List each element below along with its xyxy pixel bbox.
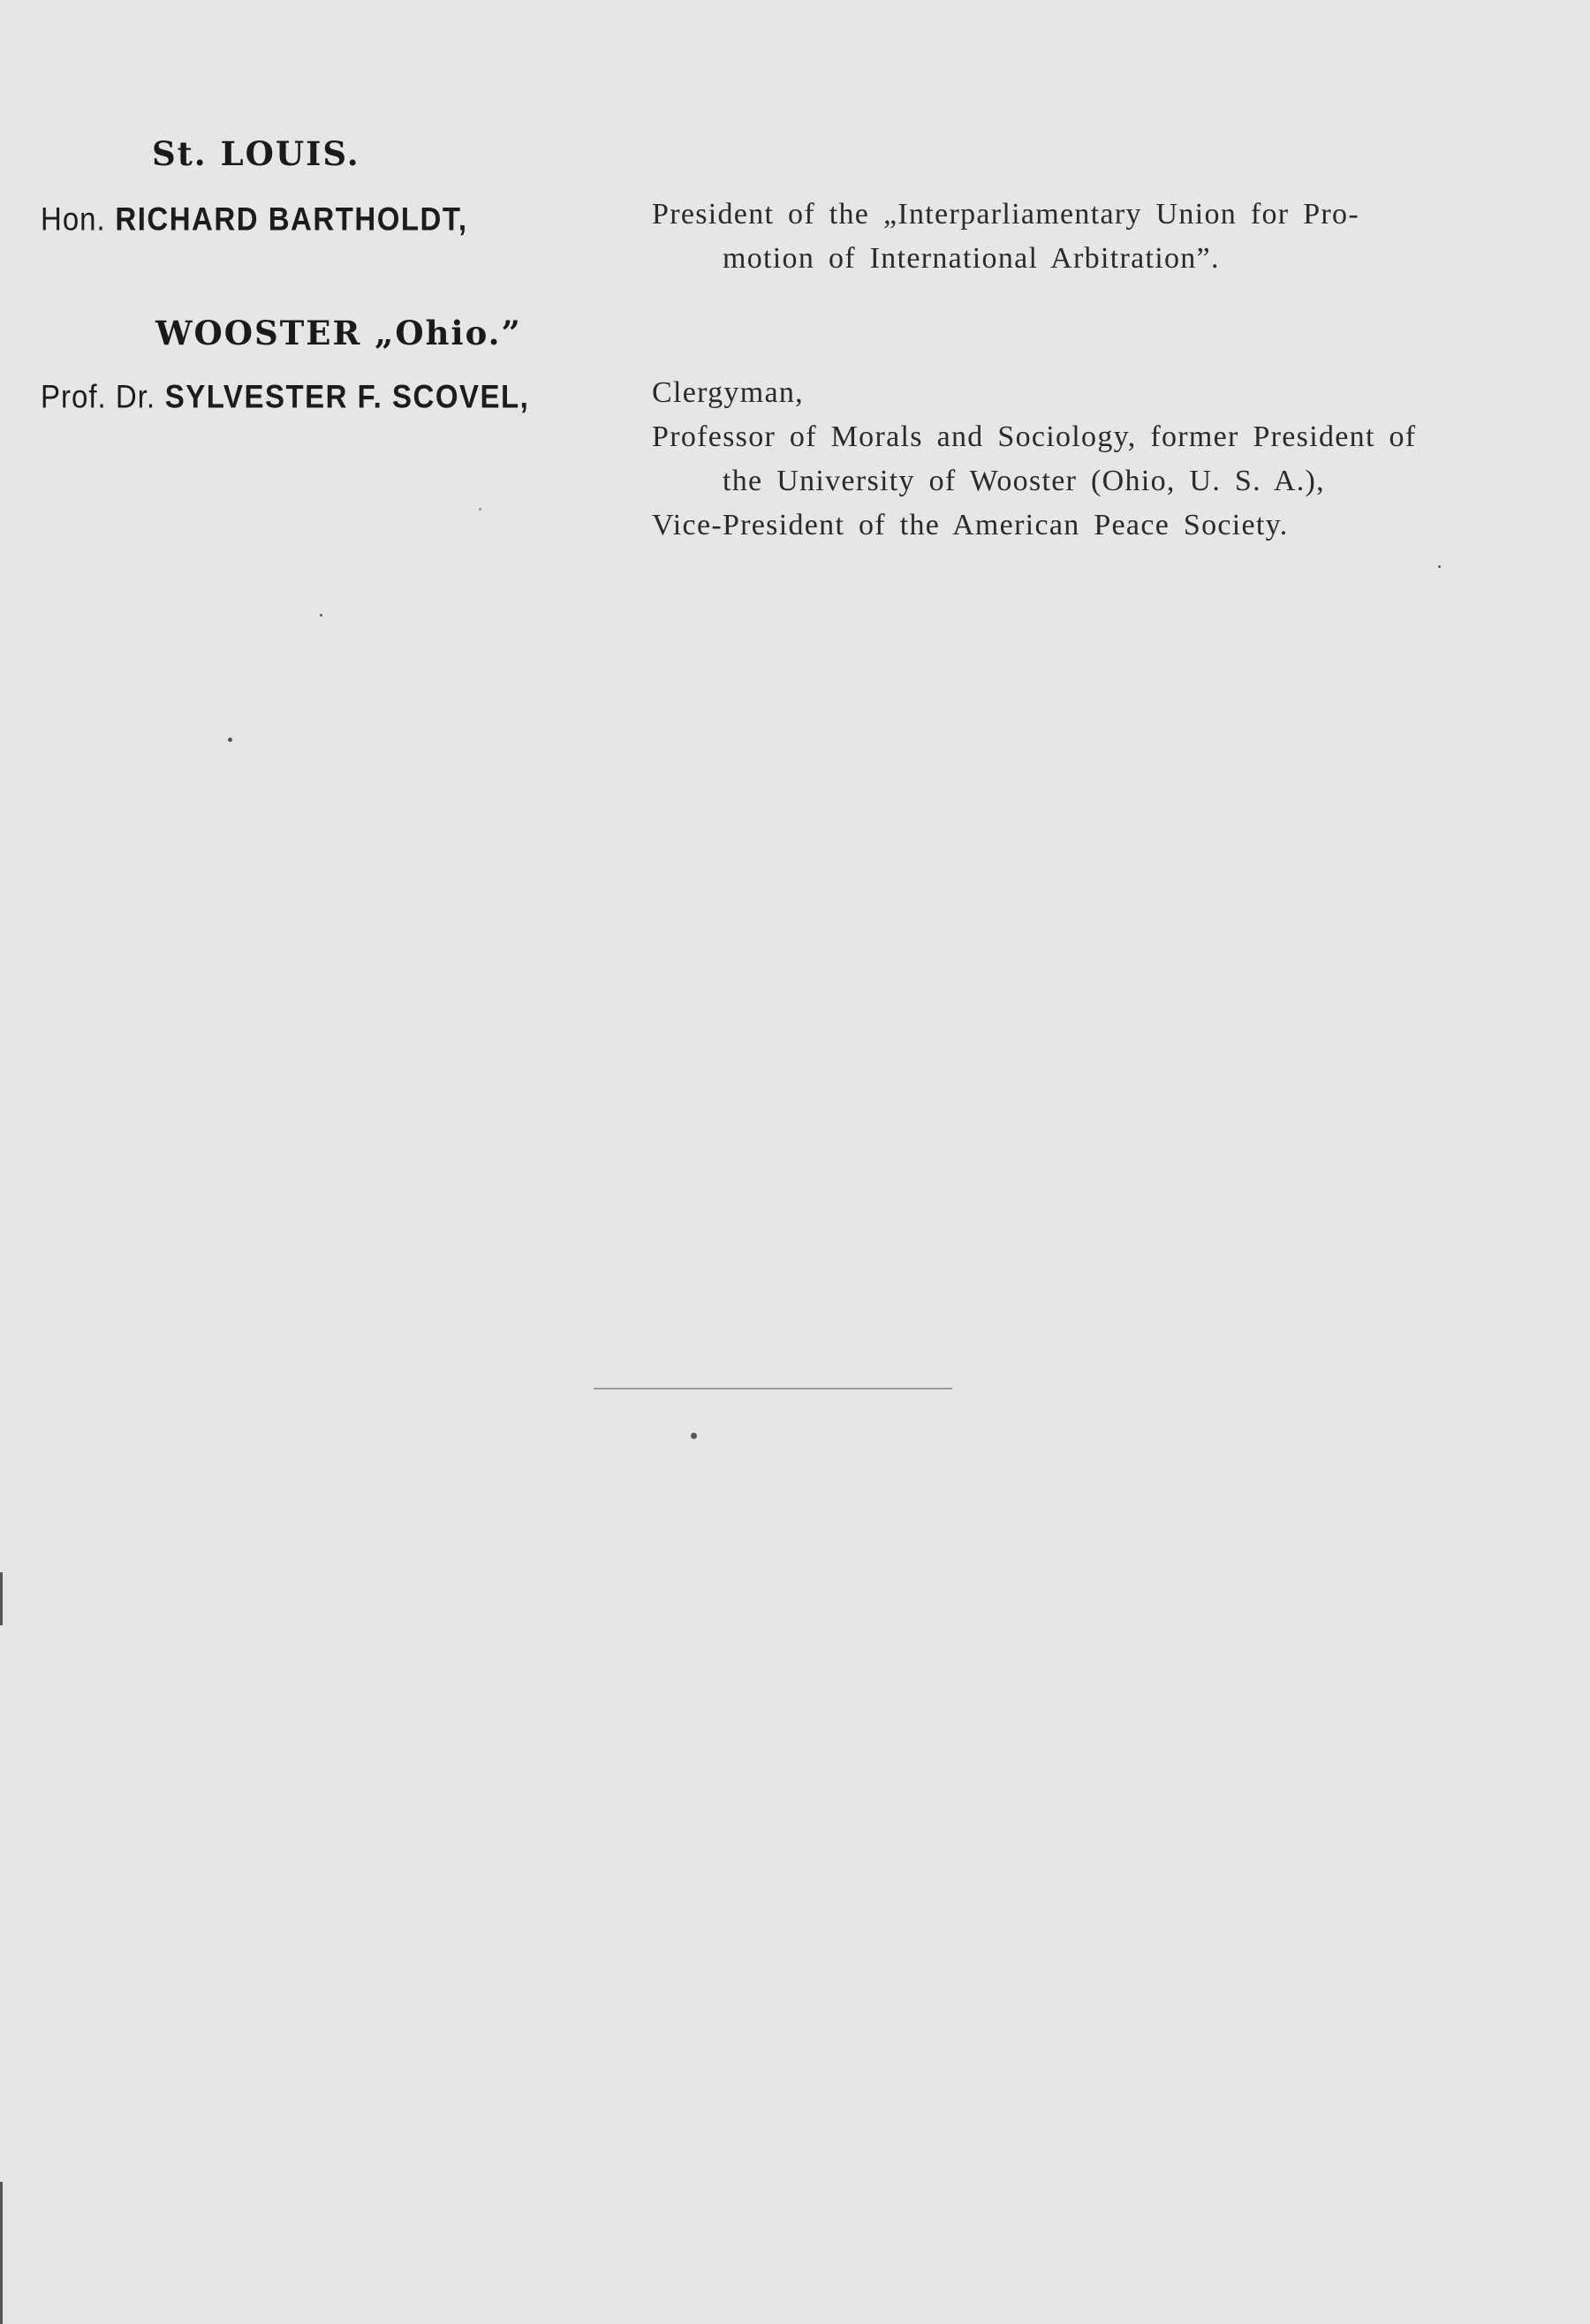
person-surname: RICHARD BARTHOLDT, bbox=[115, 201, 468, 238]
city-heading-wooster: WOOSTER „Ohio.” bbox=[155, 314, 522, 352]
print-speck bbox=[479, 508, 481, 511]
person-name-scovel bbox=[41, 378, 529, 416]
person-honorific: Prof. Dr. bbox=[41, 378, 156, 415]
city-heading-st-louis: St. LOUIS. bbox=[152, 134, 360, 173]
description-bartholdt bbox=[652, 193, 1359, 281]
description-line: President of the „Interparliamentary Union for Pro- bbox=[652, 198, 1359, 231]
description-line: Professor of Morals and Sociology, former President of bbox=[652, 420, 1417, 453]
print-speck bbox=[691, 1433, 697, 1439]
print-speck bbox=[1438, 565, 1441, 568]
description-line: Vice-President of the American Peace Society. bbox=[652, 509, 1289, 541]
binding-edge bbox=[0, 1572, 3, 1625]
person-name-bartholdt bbox=[41, 201, 468, 238]
description-scovel bbox=[652, 371, 1416, 548]
description-line: motion of International Arbitration”. bbox=[723, 242, 1220, 275]
print-speck bbox=[320, 614, 322, 617]
description-line: Clergyman, bbox=[652, 376, 804, 409]
person-surname: SYLVESTER F. SCOVEL, bbox=[164, 378, 530, 415]
print-speck bbox=[228, 738, 232, 742]
description-line: the University of Wooster (Ohio, U. S. A.), bbox=[723, 465, 1325, 497]
section-divider bbox=[594, 1388, 952, 1389]
person-honorific: Hon. bbox=[41, 201, 106, 238]
binding-edge bbox=[0, 2182, 3, 2324]
